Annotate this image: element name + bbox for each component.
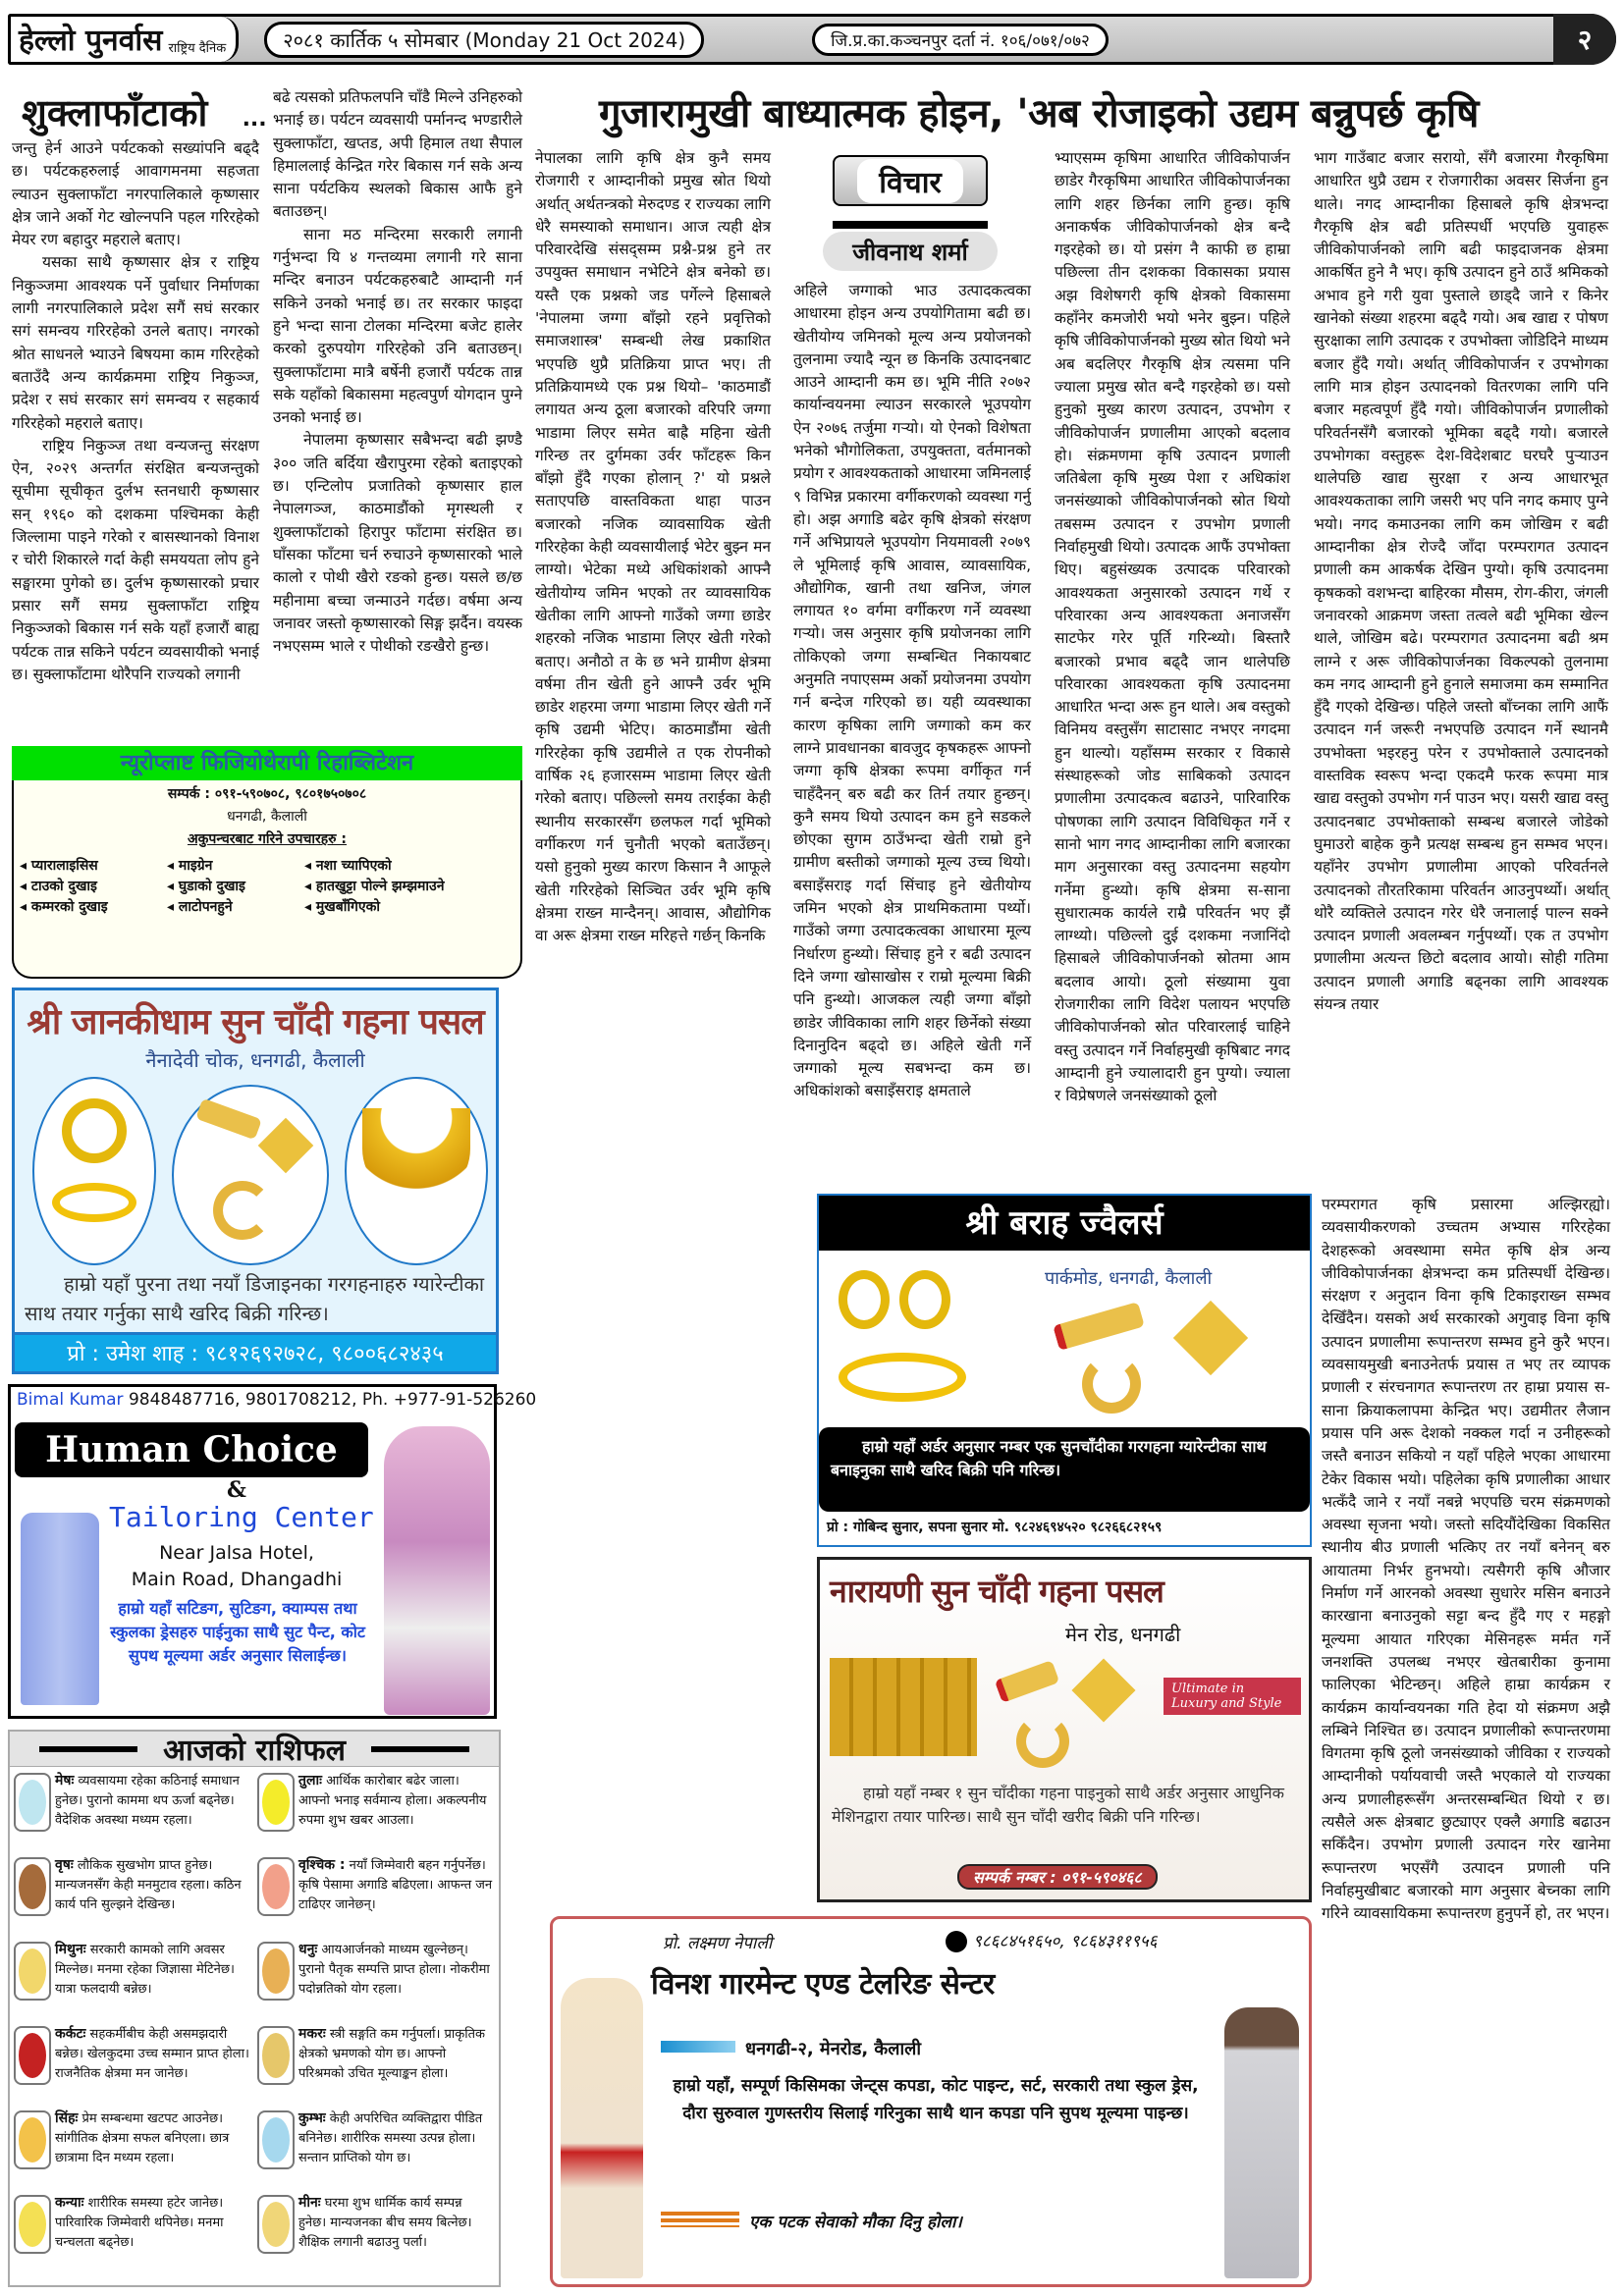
paragraph: जन्तु हेर्न आउने पर्यटकको सख्यांपनि बढ्दै छ। पर्यटकहरुलाई आवागमनमा सहजता ल्याउन सुक्लाफाँटा नगरपालिकाले कृष्णसार क्षेत्र जाने अर्को गेट खोल्नपनि पहल गरिरहेको मेयर रण बहादुर महराले बताए। (12, 139, 259, 249)
ad-description: हाम्रो यहाँ पुरना तथा नयाँ डिजाइनका गरगहनाहरु ग्यारेन्टीका साथ तयार गर्नुका साथै खरिद बिक्री गरिन्छ। (25, 1272, 485, 1325)
sign-text: नयाँ जिम्मेवारी बहन गर्नुपर्नेछ। कृषि पेसामा अगाडि बढिएला। आफन्त जन टाढिएर जानेछन्। (298, 1858, 493, 1912)
story-headline (22, 86, 267, 137)
sign-text: सरकारी कामको लागि अवसर मिल्नेछ। मनमा रहेका जिज्ञासा मेटिनेछ। यात्रा फलदायी बन्नेछ। (55, 1943, 235, 1997)
ad-proprietor: प्रो : उमेश शाह : ९८१२६९२७२८, ९८००६८२४३५ (15, 1332, 496, 1371)
treatment-item: ◂ प्यारालाइसिस (20, 858, 98, 874)
sign-name: कन्याः (55, 2195, 84, 2211)
ad-tagline: Ultimate in Luxury and Style (1164, 1678, 1301, 1715)
hairpin-icon (195, 1098, 262, 1141)
jewellery-image-necklace (345, 1077, 488, 1265)
brooch-image (1173, 1301, 1248, 1375)
opinion-column-4: भाग गाउँबाट बजार सरायो, सँगै बजारमा गैरकृषिमा आधारित थुप्रै उद्यम र रोजगारीका अवसर सिर्जना हुन थाले। नगद आम्दानीका हिसाबले कृषि क्षेत्रभन्दा गैरकृषि क्षेत्र बढी प्रतिस्पर्धी भएपछि युवाहरू जीविकोपार्जनको लागि बढी फाइदाजनक क्षेत्रमा आकर्षित हुने नै भए। कृषि उत्पादन हुने ठाउँ श्रमिकको अभाव हुने गरी युवा पुस्ताले छाड्दै जाने र किनेर खानेको संख्या शहरमा बढ्दै गयो। अब खाद्य र पोषण सुरक्षाका लागि उत्पादक र उपभोक्ता जोडिदिने माध्यम बजार हुँदै गयो। अर्थात् जीविकोपार्जन र उपभोगका लागि मात्र होइन उत्पादनको वितरणका लागि पनि बजार महत्वपूर्ण हुँदै गयो। जीविकोपार्जन प्रणालीको परिवर्तनसँगै बजारको भूमिका बढ्दै गयो। बजारले उपभोगका वस्तुहरू देश-विदेशबाट घरघरै पुर्‍याउन थालेपछि खाद्य सुरक्षा र अन्य आधारभूत आवश्यकताका लागि जसरी भए पनि नगद कमाए पुग्ने भयो। नगद कमाउनका लागि कम जोखिम र बढी आम्दानीका क्षेत्र रोज्दै जाँदा परम्परागत उत्पादन प्रणाली कम आकर्षक देखिन पुग्यो। कृषि उत्पादनमा कृषकको वशभन्दा बाहिरका मौसम, रोग-कीरा, जंगली जनावरको आक्रमण जस्ता तत्वले बढी भूमिका खेल्न थाले, जोखिम बढे। परम्परागत उत्पादनमा बढी श्रम लाग्ने र अरू जीविकोपार्जनका विकल्पको तुलनामा कम नगद आम्दानी हुने हुनाले समाजमा कम सम्मानित हुँदै गएको देखिन्छ। पहिले जस्तो बाँच्नका लागि आफैं उत्पादन गर्न जरूरी नभएपछि उत्पादन गर्ने स्थानमै उपभोक्ता भइरहनु परेन र उपभोक्ताले उत्पादनको वास्तविक स्वरूप भन्दा एकदमै फरक रूपमा मात्र खाद्य वस्तुको उपभोग गर्न पाउन भए। यसरी खाद्य वस्तु उत्पादनबाट उपभोक्ताको सम्बन्ध बजारले जोडेको घुमाउरो बाहेक कुनै प्रत्यक्ष सम्बन्ध हुन सम्भव भएन। यहाँनेर उपभोग प्रणालीमा आएको परिवर्तनले उत्पादनको तौरतरिकामा परिवर्तन आउनुपर्थ्यो। अर्थात् थोरै व्यक्तिले उत्पादन गरेर धेरै जनालाई पाल्न सक्ने उत्पादन प्रणाली अवलम्बन गर्नुपर्थ्यो। एक त उपभोग प्रणालीमा अत्यन्त छिटो बदलाव आयो। सोही गतिमा उत्पादन प्रणाली अगाडि बढ्नका लागि आवश्यक संयन्त्र तयार (1314, 149, 1608, 1013)
crescent-image (1016, 1715, 1069, 1768)
hairpin-image (1053, 1302, 1145, 1351)
zodiac-icon (257, 1942, 295, 2001)
ad-contact: सम्पर्क नम्बर : ०९१-५९०४६८ (957, 1864, 1158, 1890)
contact-name: Bimal Kumar (17, 1390, 124, 1410)
crescent-image (1082, 1355, 1141, 1414)
ad-location: धनगढी, कैलाली (227, 809, 307, 825)
ad-address: पार्कमोड, धनगढी, कैलाली (1045, 1268, 1213, 1289)
sign-name: कुम्भः (298, 2110, 326, 2126)
treatment-item: ◂ टाउको दुखाइ (20, 879, 97, 894)
zodiac-symbol (19, 2202, 46, 2247)
ad-contact: सम्पर्क : ०९१-५९०७०८, ९८०१७५०७०८ (167, 786, 367, 802)
ad-address: मेन रोड, धनगढी (1065, 1623, 1181, 1646)
horoscope-entry (14, 1771, 249, 1832)
sign-text: शारीरिक समस्या हटेर जानेछ। पारिवारिक जिम्मेवारी थपिनेछ। मनमा चन्चलता बढ्नेछ। (55, 2196, 224, 2250)
registration-number: जि.प्र.का.कञ्चनपुर दर्ता नं. १०६/०७१/०७२ (812, 24, 1109, 56)
zodiac-icon (14, 1857, 51, 1916)
newspaper-logo (11, 17, 239, 62)
treatment-item: ◂ माइग्रेन (167, 858, 213, 874)
sign-name: धनुः (298, 1942, 318, 1957)
story-headline-text: शुक्लाफाँटाको (22, 91, 208, 134)
treatment-label: मुखबाँगिएको (315, 899, 380, 915)
zodiac-icon (257, 1773, 295, 1832)
treatment-label: हातखुट्टा पोल्ने झम्झमाउने (315, 879, 445, 894)
horoscope-header (10, 1732, 499, 1767)
jewellery-image-pins (172, 1085, 329, 1265)
sign-text: लौकिक सुखभोग प्राप्त हुनेछ। मान्यजनसँग केही मनमुटाव रहला। कठिन कार्य पनि सुल्झने देखिन्छ। (55, 1858, 242, 1912)
horoscope-title: आजको राशिफल (163, 1734, 346, 1768)
paragraph: नेपालमा कृष्णसार सबैभन्दा बढी झण्डै ३०० जति बर्दिया खैरापुरमा रहेको बताइएको छ। एन्टिलोप प्रजातिको कृष्णसार हाल नेपालगञ्ज, काठमाडौंको मृगस्थली र शुक्लाफाँटाको हिरापुर फाँटामा संरक्षित छ। घाँसका फाँटमा चर्न रुचाउने कृष्णसारको भाले कालो र पोथी खैरो रङको हुन्छ। यसले छ/छ महीनामा बच्चा जन्माउने गर्दछ। वर्षमा अन्य जनावर जस्तो कृष्णसारको सिङ्ग झर्दैन। वयस्क नभएसम्म भाले र पोथीको रङखैरो हुन्छ। (273, 431, 522, 656)
horoscope-entry (14, 1855, 249, 1916)
horoscope-entry (14, 2193, 249, 2254)
model-image-suit (1224, 2007, 1299, 2278)
zodiac-symbol (262, 1864, 290, 1909)
zodiac-icon (14, 1942, 51, 2001)
ad-title: श्री बराह ज्वैलर्स (819, 1196, 1310, 1251)
page-number: २ (1553, 14, 1616, 65)
issue-date: २०८१ कार्तिक ५ सोमबार (Monday 21 Oct 2024) (264, 22, 704, 58)
contact-numbers: 9848487716, 9801708212, Ph. +977-91-526260 (128, 1390, 537, 1410)
logo-title: हेल्लो पुनर्वास (19, 24, 163, 58)
jewellery-image-earrings (32, 1077, 156, 1265)
earring-image (839, 1270, 956, 1339)
ad-barah-jewellers (817, 1194, 1312, 1547)
treatment-label: प्यारालाइसिस (30, 858, 98, 874)
sign-name: मिथुनः (55, 1942, 86, 1957)
sign-text: घरमा शुभ धार्मिक कार्य सम्पन्न हुनेछ। मान्यजनका बीच समय बित्नेछ। शैक्षिक लगानी बढाउनु पर्ला। (298, 2196, 472, 2250)
paragraph: राष्ट्रिय निकुञ्ज तथा वन्यजन्तु संरक्षण ऐन, २०२९ अन्तर्गत संरक्षित बन्यजन्तुको सूचीमा सूचीकृत दुर्लभ स्तनधारी कृष्णसार सन् १९६० को दशकमा पश्चिमका केही जिल्लामा पाइने गरेको र बासस्थानको विनाश र चोरी शिकारले गर्दा केही समययता लोप हुने सङ्घारमा पुगेको छ। दुर्लभ कृष्णसारको प्रचार प्रसार सगैं समग्र सुक्लाफाँटा राष्ट्रिय निकुञ्जको बिकास गर्न सके यहाँ हजारौं बाह्य पर्यटक तान्न सकिने पर्यटन व्यवसायीको भनाई छ। सुक्लाफाँटामा थोरैपनि राज्यको लगानी (12, 436, 259, 683)
sign-name: तुलाः (298, 1773, 322, 1789)
phone-number: ९८६८४५१६५०, ९८६४३११९५६ (973, 1932, 1158, 1951)
treatment-item: ◂ मुखबाँगिएको (304, 899, 380, 915)
section-label: विचार (857, 159, 963, 203)
ad-title: नारायणी सुन चाँदी गहना पसल (830, 1573, 1164, 1610)
sign-name: मेषः (55, 1773, 75, 1789)
paragraph: यसका साथै कृष्णसार क्षेत्र र राष्ट्रिय निकुञ्जमा आवश्यक पर्ने पुर्वाधार निर्माणका लागी नगरपालिकाले प्रदेश सगैं सघं सरकार सगं समन्वय गरिरहेको उनले बताए। नगरको श्रोत साधनले भ्याउने बिषयमा काम गरिरहेको बताउँदै अन्य कार्यक्रममा राष्ट्रिय निकुञ्ज, प्रदेश र सघं सरकार सगं समन्वय र सहकार्य गरिरहेको महराले बताए। (12, 253, 259, 432)
zodiac-symbol (262, 2202, 290, 2247)
treatment-label: माइग्रेन (178, 858, 213, 874)
treatment-item: ◂ हातखुट्टा पोल्ने झम्झमाउने (304, 879, 445, 894)
sign-name: मीनः (298, 2195, 321, 2211)
logo-subtitle: राष्ट्रिय दैनिक (168, 41, 227, 56)
zodiac-icon (257, 2110, 295, 2169)
horoscope-entry (257, 2024, 493, 2085)
zodiac-symbol (262, 1780, 290, 1825)
ad-subtitle: अकुपन्चरबाट गरिने उपचारहरु : (187, 831, 348, 847)
ad-vinash-garment (550, 1916, 1312, 2287)
zodiac-symbol (19, 2117, 46, 2163)
horoscope-entry (14, 1940, 249, 2001)
zodiac-icon (257, 2195, 295, 2254)
horoscope-entry (257, 1940, 493, 2001)
treatment-item: ◂ नशा च्यापिएको (304, 858, 392, 874)
zodiac-icon (14, 1773, 51, 1832)
address-line: Main Road, Dhangadhi (131, 1569, 343, 1590)
ad-title: श्री जानकीधाम सुन चाँदी गहना पसल (27, 1002, 484, 1042)
suit-image (21, 1513, 99, 1705)
horoscope-entry (257, 1771, 493, 1832)
ad-description: हाम्रो यहाँ नम्बर १ सुन चाँदीका गहना पाइनुको साथै अर्डर अनुसार आधुनिक मेशिनद्वारा तयार पारिन्छ। साथै सुन चाँदी खरीद बिक्री पनि गरिन्छ। (832, 1784, 1284, 1826)
opinion-column-4-continued: परम्परागत कृषि प्रसारमा अल्झिरह्यो। व्यवसायीकरणको उच्चतम अभ्यास गरिरहेका देशहरूको अवस्थामा समेत कृषि क्षेत्र अन्य जीविकोपार्जनका क्षेत्रभन्दा कम प्रतिस्पर्धी देखिन्छ। संरक्षण र अनुदान विना कृषि टिकाइराख्न सम्भव देखिँदैन। यसको अर्थ सरकारको अगुवाइ विना कृषि उत्पादन प्रणालीमा रूपान्तरण सम्भव हुने कुरै भएन। व्यवसायमुखी बनाउनेतर्फ प्रयास त भए तर व्यापक प्रणाली र संरचनागत रूपान्तरण तर हाम्रा प्रयास स-साना क्रियाकलापमा केन्द्रित भए। उद्यमीतर लैजान प्रयास पनि अरू देशको नक्कल गर्दा न उनीहरूको जस्तै बनाउन सकियो न यहाँ पहिले भएका आधारमा टेकेर विकास भयो। पहिलेका कृषि प्रणालीका आधार भत्कँदै जाने र नयाँ नबन्ने भएपछि चरम संक्रमणको अवस्था सृजना भयो। जस्तो सदियौंदेखिका विकसित स्थानीय बीउ प्रणाली भत्किए तर नयाँ बनेनन् बरु आयातमा निर्भर हुनभयो। त्यसैगरी कृषि औजार निर्माण गर्ने आरनको अवस्था सुधारेर मसिन बनाउने कारखाना बनाउनुको सट्टा बन्द हुँदै गए र महङ्गो मूल्यमा आयात गरिएका मेसिनहरू मर्मत गर्ने जनशक्ति उपलब्ध नभएर खेतबारीका कुनामा फालिएका भेटिन्छन्। अहिले हाम्रा कार्यक्रम र कार्यक्रम कार्यान्वयनका गति हेदा यो संक्रमण अझै लम्बिने निश्चित छ। उत्पादन प्रणालीको रूपान्तरणमा विगतमा कृषि ठूलो जनसंख्याको जीविका र राज्यको आम्दानीको पर्यायवाची जस्तै भएकाले यो राज्यका अन्य प्रणालीहरूसँग अन्तरसम्बन्धित थियो र छ। त्यसैले अरू क्षेत्रबाट छुट्याएर एक्लै अगाडि बढाउन सकिँदैन। उपभोग प्रणाली उत्पादन गरेर खानेमा रूपान्तरण भएसँगै उत्पादन प्रणाली पनि निर्वाहमुखीबाट बजारको माग अनुसार बेच्नका लागि गरिने व्यावसायिकमा रूपान्तरण हुनुपर्ने हो, तर भएन। (1322, 1196, 1610, 1923)
treatment-item: ◂ घुडाको दुखाइ (167, 879, 245, 894)
gold-bars-image (830, 1658, 977, 1756)
necklace-icon (362, 1108, 470, 1202)
treatment-label: टाउको दुखाइ (30, 879, 97, 894)
bangle-icon (52, 1183, 136, 1222)
crescent-icon (213, 1181, 272, 1240)
sign-name: मकरः (298, 2026, 326, 2042)
story-column-1 (12, 137, 259, 738)
earring-icon (839, 1270, 890, 1329)
opinion-column-2: अहिले जग्गाको भाउ उत्पादकत्वका आधारमा होइन अन्य उपयोगितामा बढी छ। खेतीयोग्य जमिनको मूल्य अन्य प्रयोजनको तुलनामा ज्यादै न्यून छ किनकि उत्पादनबाट आउने आम्दानी कम छ। भूमि नीति २०७२ कार्यान्वयनमा ल्याउन सरकारले भूउपयोग ऐन २०७६ तर्जुमा गर्‍यो। यो ऐनको विशेषता भनेको भौगोलिकता, उपयुक्तता, वर्तमानको प्रयोग र आवश्यकताको आधारमा जमिनलाई ९ विभिन्न प्रकारमा वर्गीकरणको व्यवस्था गर्नु हो। अझ अगाडि बढेर कृषि क्षेत्रको संरक्षण गर्ने अभिप्रायले भूउपयोग नियमावली २०७९ ले भूमिलाई कृषि आवास, व्यावसायिक, औद्योगिक, खानी तथा खनिज, जंगल लगायत १० वर्गमा वर्गीकरण गर्ने व्यवस्था गर्‍यो। जस अनुसार कृषि प्रयोजनका लागि तोकिएको जग्गा सम्बन्धित निकायबाट अनुमति नपाएसम्म अर्को प्रयोजनमा उपयोग गर्न बन्देज गरिएको छ। यही व्यवस्थाका कारण कृषिका लागि जग्गाको कम कर लाग्ने प्रावधानका बावजुद कृषकहरू आफ्नो जग्गा कृषि क्षेत्रका रूपमा वर्गीकृत गर्न चाहँदैनन् बरु बढी कर तिर्न तयार हुन्छन्। कुनै समय थियो उत्पादन कम हुने सडकले छोएका सुगम ठाउँभन्दा खेती राम्रो हुने ग्रामीण बस्तीको जग्गाको मूल्य उच्च थियो। बसाइँसराइ गर्दा सिंचाइ हुने खेतीयोग्य जमिन भएको क्षेत्र प्राथमिकतामा पर्थ्यो। गाउँको जग्गा उत्पादकत्वका आधारमा मूल्य निर्धारण हुन्थ्यो। सिंचाइ हुने र बढी उत्पादन दिने जग्गा खोसाखोस र राम्रो मूल्यमा बिक्री पनि हुन्थ्यो। आजकल त्यही जग्गा बाँझो छाडेर जीविकाका लागि शहर छिर्नेको संख्या दिनानुदिन बढ्दो छ। अहिले खेती गर्ने जग्गाको मूल्य सबभन्दा कम छ। अधिकांशको बसाइँसराइ क्षमताले (793, 282, 1031, 1100)
address-line: Near Jalsa Hotel, (159, 1542, 314, 1564)
zodiac-symbol (19, 1780, 46, 1825)
opinion-column-1: नेपालका लागि कृषि क्षेत्र कुनै समय रोजगारी र आम्दानीको प्रमुख स्रोत थियो अर्थात् अर्थतन्त्रको मेरुदण्ड र राज्यका लागि धेरै समस्याको समाधान। आज त्यही क्षेत्र परिवारदेखि संसद्सम्म प्रश्नै-प्रश्न हुने तर उपयुक्त समाधान नभेटिने क्षेत्र बनेको छ। यस्तै एक प्रश्नको जड पर्गेल्ने हिसाबले 'नेपालमा जग्गा बाँझो रहने प्रवृत्तिको समाजशास्त्र' सम्बन्धी लेख प्रकाशित भएपछि थुप्रै प्रतिक्रिया प्राप्त भए। ती प्रतिक्रियामध्ये एक प्रश्न थियो– 'काठमाडौं लगायत अन्य ठूला बजारको वरिपरि जग्गा भाडामा लिएर समेत बाह्रै महिना खेती गरिन्छ तर दुर्गमका उर्वर फाँटहरू किन बाँझो हुँदै गएका होलान् ?' यो प्रश्नले सताएपछि वास्तविकता थाहा पाउन बजारको नजिक व्यावसायिक खेती गरिरहेका केही व्यवसायीलाई भेटेर बुझ्न मन लाग्यो। भेटेका मध्ये अधिकांशको आफ्नै खेतीयोग्य जमिन भएको तर व्यावसायिक खेतीका लागि आफ्नो गाउँको जग्गा छाडेर शहरको नजिक भाडामा लिएर खेती गरेको बताए। अनौठो त के छ भने ग्रामीण क्षेत्रमा वर्षमा तीन खेती हुने आफ्नै उर्वर भूमि छाडेर शहरमा जग्गा भाडामा लिएर खेती गर्ने कृषि उद्यमी भेटिए। काठमाडौंमा खेती गरिरहेका कृषि उद्यमीले त एक रोपनीको वार्षिक २६ हजारसम्म भाडामा लिएर खेती गरेको बताए। पछिल्लो समय तराईका केही स्थानीय सरकारसँग छलफल गर्दा भूमिको वर्गीकरण गर्न चुनौती भएको बताउँछन्। यसो हुनुको मुख्य कारण किसान नै आफूले खेती गरिरहेको सिञ्चित उर्वर भूमि कृषि क्षेत्रमा राख्न मान्दैनन्। आवास, औद्योगिक वा अरू क्षेत्रमा राख्न मरिहत्ते गर्छन् किनकि (535, 149, 771, 945)
section-label-box (833, 155, 988, 206)
ad-contact (11, 1387, 537, 1413)
horoscope-entry (257, 2193, 493, 2254)
ad-title: विनश गारमेन्ट एण्ड टेलरिङ सेन्टर (651, 1967, 995, 2002)
brooch-image (1071, 1658, 1135, 1722)
sign-name: वृश्चिक : (298, 1857, 346, 1873)
zodiac-symbol (262, 2117, 290, 2163)
opinion-column-3: भ्याएसम्म कृषिमा आधारित जीविकोपार्जन छाडेर गैरकृषिमा आधारित जीविकोपार्जनका लागि शहर छिर्नका लागि हुन्छ। कृषि अनाकर्षक जीविकोपार्जनको क्षेत्र बन्दै गइरहेको छ। यो प्रसंग नै काफी छ हाम्रा पछिल्ला तीन दशकका विकासका प्रयास अझ विशेषगरी कृषि क्षेत्रको विकासमा कहाँनेर कमजोरी भयो भनेर बुझ्न। पहिले कृषि जीविकोपार्जनको मुख्य स्रोत थियो भने अब बदलिएर गैरकृषि क्षेत्र त्यसमा पनि ज्याला प्रमुख स्रोत बन्दै गइरहेको छ। यसो हुनुको मुख्य कारण उत्पादन, उपभोग र जीविकोपार्जन प्रणालीमा आएको बदलाव हो। संक्रमणमा कृषि उत्पादन प्रणाली जतिबेला कृषि मुख्य पेशा र अधिकांश जनसंख्याको जीविकोपार्जनको स्रोत थियो तबसम्म उत्पादन र उपभोग प्रणाली निर्वाहमुखी थियो। उत्पादक आफैं उपभोक्ता थिए। बहुसंख्यक उत्पादक परिवारको आवश्यकता अनुसारको उत्पादन गर्थे र परिवारका अन्य आवश्यकता अनाजसँग साटफेर गरेर पूर्ति गरिन्थ्यो। बिस्तारै बजारको प्रभाव बढ्दै जान थालेपछि परिवारका आवश्यकता कृषि उत्पादनमा आधारित भन्दा अरू हुन थाले। अब वस्तुको विनिमय वस्तुसँग साटासाट नभएर नगदमा हुन थाल्यो। यहाँसम्म सरकार र विकासे संस्थाहरूको जोड साबिकको उत्पादन प्रणालीमा उत्पादकत्व बढाउने, पारिवारिक पोषणका लागि उत्पादन विविधिकृत गर्ने र सानो भाग नगद आम्दानीका लागि बजारका माग अनुसारका वस्तु उत्पादनमा सहयोग गर्नेमा हुन्थ्यो। कृषि क्षेत्रमा स-साना सुधारात्मक कार्यले राम्रै परिवर्तन भए झैं लाग्थ्यो। पछिल्लो दुई दशकमा नजानिंदो हिसाबले जीविकोपार्जनको स्रोतमा आम बदलाव आयो। ठूलो संख्यामा युवा रोजगारीका लागि विदेश पलायन भएपछि जीविकोपार्जनको स्रोत परिवारलाई चाहिने वस्तु उत्पादन गर्ने निर्वाहमुखी कृषिबाट नगद आम्दानी हुने ज्यालादारी हुन पुग्यो। ज्याला र विप्रेषणले जनसंख्याको ठूलो (1055, 149, 1290, 1105)
zodiac-icon (14, 2195, 51, 2254)
sign-text: आयआर्जनको माध्यम खुल्नेछन्। पुरानो पैतृक सम्पत्ति प्राप्त होला। नोकरीमा पदोन्नतिको योग रहला। (298, 1943, 490, 1997)
sign-text: प्रेम सम्बन्धमा खटपट आउनेछ। सांगीतिक क्षेत्रमा सफल बनिएला। छात्र छात्रामा दिन मध्यम रहला। (55, 2111, 230, 2165)
treatment-item: ◂ लाटोपनहुने (167, 899, 233, 915)
treatment-label: कम्मरको दुखाइ (30, 899, 108, 915)
zodiac-icon (257, 2026, 295, 2085)
masthead (8, 14, 1616, 65)
treatment-label: घुडाको दुखाइ (178, 879, 245, 894)
horoscope-entry (257, 1855, 493, 1916)
ad-phone (946, 1929, 1158, 1952)
story-column-2 (273, 86, 522, 738)
zodiac-symbol (19, 1864, 46, 1909)
decorative-stripe (661, 2212, 739, 2227)
earring-icon (62, 1098, 127, 1163)
sign-text: व्यवसायमा रहेका कठिनाई समाधान हुनेछ। पुरानो काममा थप ऊर्जा बढ्नेछ। वैदेशिक अवस्था मध्यम रहला। (55, 1774, 240, 1828)
hairpin-image (995, 1660, 1059, 1703)
model-image-traditional (561, 1978, 643, 2278)
ad-title: न्यूरोप्लाष्ट फिजियोथेरापी रिहाब्लिटेशन (12, 746, 522, 780)
author-byline: जीवनाथ शर्मा (823, 232, 998, 271)
ad-narayani-jewellery (817, 1557, 1312, 1902)
ad-address (119, 1540, 354, 1593)
opinion-headline: गुजारामुखी बाध्यात्मक होइन, 'अब रोजाइको उद्यम बन्नुपर्छ कृषि (599, 91, 1479, 136)
diamond-brooch-icon (258, 1118, 314, 1174)
treatment-label: नशा च्यापिएको (315, 858, 392, 874)
ad-janakidham-jewellery (12, 988, 499, 1374)
ad-human-choice-tailoring (8, 1384, 537, 1719)
sign-text: स्त्री सङ्गति कम गर्नुपर्ला। प्राकृतिक क्षेत्रको भ्रमणको योग छ। आफ्नो परिश्रमको उचित मूल्याङ्कन होला। (298, 2027, 486, 2081)
ad-description: हाम्रो यहाँ, सम्पूर्ण किसिमका जेन्ट्स कपडा, कोट पाइन्ट, सर्ट, सरकारी तथा स्कुल ड्रेस, दौरा सुरुवाल गुणस्तरीय सिलाई गरिनुका साथै थान कपडा पनि सुपथ मूल्यमा पाइन्छ। (673, 2076, 1199, 2123)
ad-address: नैनादेवी चोक, धनगढी, कैलाली (145, 1048, 365, 1072)
ad-address: धनगढी-२, मेनरोड, कैलाली (745, 2039, 921, 2059)
paragraph: साना मठ मन्दिरमा सरकारी लगानी गर्नुभन्दा यि ४ गन्तव्यमा लगानी गरे साना मन्दिर बनाउन पर्यटकहरुबाटै आम्दानी गर्न सकिने उनको भनाई छ। तर सरकार फाइदा हुने भन्दा साना टोलका मन्दिरमा बजेट हालेर करको दुरुपयोग गरिरहेको उनि बताउछन्। सुक्लाफाँटामा मात्रै बर्षेनी हजारौं पर्यटक तान्न सके यहाँको बिकासमा महत्वपुर्ण योगदान पुग्ने उनको भनाई छ। (273, 225, 522, 427)
zodiac-symbol (19, 2033, 46, 2078)
treatment-label: लाटोपनहुने (178, 899, 233, 915)
brand-name: Human Choice (15, 1422, 368, 1477)
ad-subtitle: Tailoring Center (109, 1501, 374, 1533)
bangle-image (839, 1353, 966, 1402)
earring-icon (899, 1270, 950, 1329)
zodiac-symbol (262, 2033, 290, 2078)
zodiac-icon (14, 2026, 51, 2085)
divider (371, 1746, 469, 1752)
sign-name: सिंहः (55, 2110, 79, 2126)
sign-text: सहकर्मीबीच केही असमझदारी बन्नेछ। खेलकुदमा उच्च सम्मान प्राप्त होला। राजनैतिक क्षेत्रमा मन जानेछ। (55, 2027, 249, 2081)
ad-proprietor: प्रो. लक्ष्मण नेपाली (663, 1934, 773, 1953)
sign-name: वृषः (55, 1857, 74, 1873)
sign-name: कर्कटः (55, 2026, 86, 2042)
continuation-marker: ... (242, 107, 267, 132)
paragraph: बढे त्यसको प्रतिफलपनि चाँडै मिल्ने उनिहरुको भनाई छ। पर्यटन व्यवसायी पर्मानन्द भण्डारीले सुक्लाफाँटा, खप्तड, अपी हिमाल तथा सैपाल हिमाललाई केन्द्रित गरेर बिकास गर्न सके अन्य साना पर्यटकिय स्थलको बिकास आफै हुने बताउछन्। (273, 88, 522, 221)
zodiac-symbol (19, 1949, 46, 1994)
horoscope-entry (14, 2024, 249, 2085)
sign-text: आर्थिक कारोबार बढेर जाला। आफ्नो भनाइ सर्वमान्य होला। अकल्पनीय रुपमा शुभ खबर आउला। (298, 1774, 487, 1828)
decorative-stripe (661, 2041, 735, 2053)
zodiac-icon (14, 2110, 51, 2169)
ad-proprietor: प्रो : गोबिन्द सुनार, सपना सुनार मो. ९८२४६९४५२० ९८२६६८२१५९ (827, 1520, 1163, 1535)
phone-icon (946, 1931, 967, 1952)
zodiac-icon (257, 1857, 295, 1916)
model-image (384, 1426, 490, 1715)
zodiac-symbol (262, 1949, 290, 1994)
sign-text: केही अपरिचित व्यक्तिद्वारा पीडित बनिनेछ। शारीरिक समस्या उत्पन्न होला। सन्तान प्राप्तिको योग छ। (298, 2111, 483, 2165)
horoscope-entry (257, 2109, 493, 2169)
treatment-item: ◂ कम्मरको दुखाइ (20, 899, 108, 915)
treatment-list (14, 848, 520, 916)
divider (833, 221, 988, 229)
ampersand: & (227, 1477, 246, 1503)
ad-neuroplast (12, 746, 522, 979)
divider (39, 1746, 137, 1752)
ad-description: हाम्रो यहाँ अर्डर अनुसार नम्बर एक सुनचाँदीका गरगहना ग्यारेन्टीका साथ बनाइनुका साथै खरिद बिक्री पनि गरिन्छ। (819, 1427, 1310, 1512)
horoscope-entry (14, 2109, 249, 2169)
ad-description: हाम्रो यहाँ सटिङग, सुटिङग, क्याम्पस तथा स्कुलका ड्रेसहरु पाईनुका साथै सुट पैन्ट, कोट सुपथ मूल्यमा अर्डर अनुसार सिलाईन्छ। (110, 1599, 365, 1665)
ad-tagline: एक पटक सेवाको मौका दिनु होला। (749, 2213, 962, 2232)
